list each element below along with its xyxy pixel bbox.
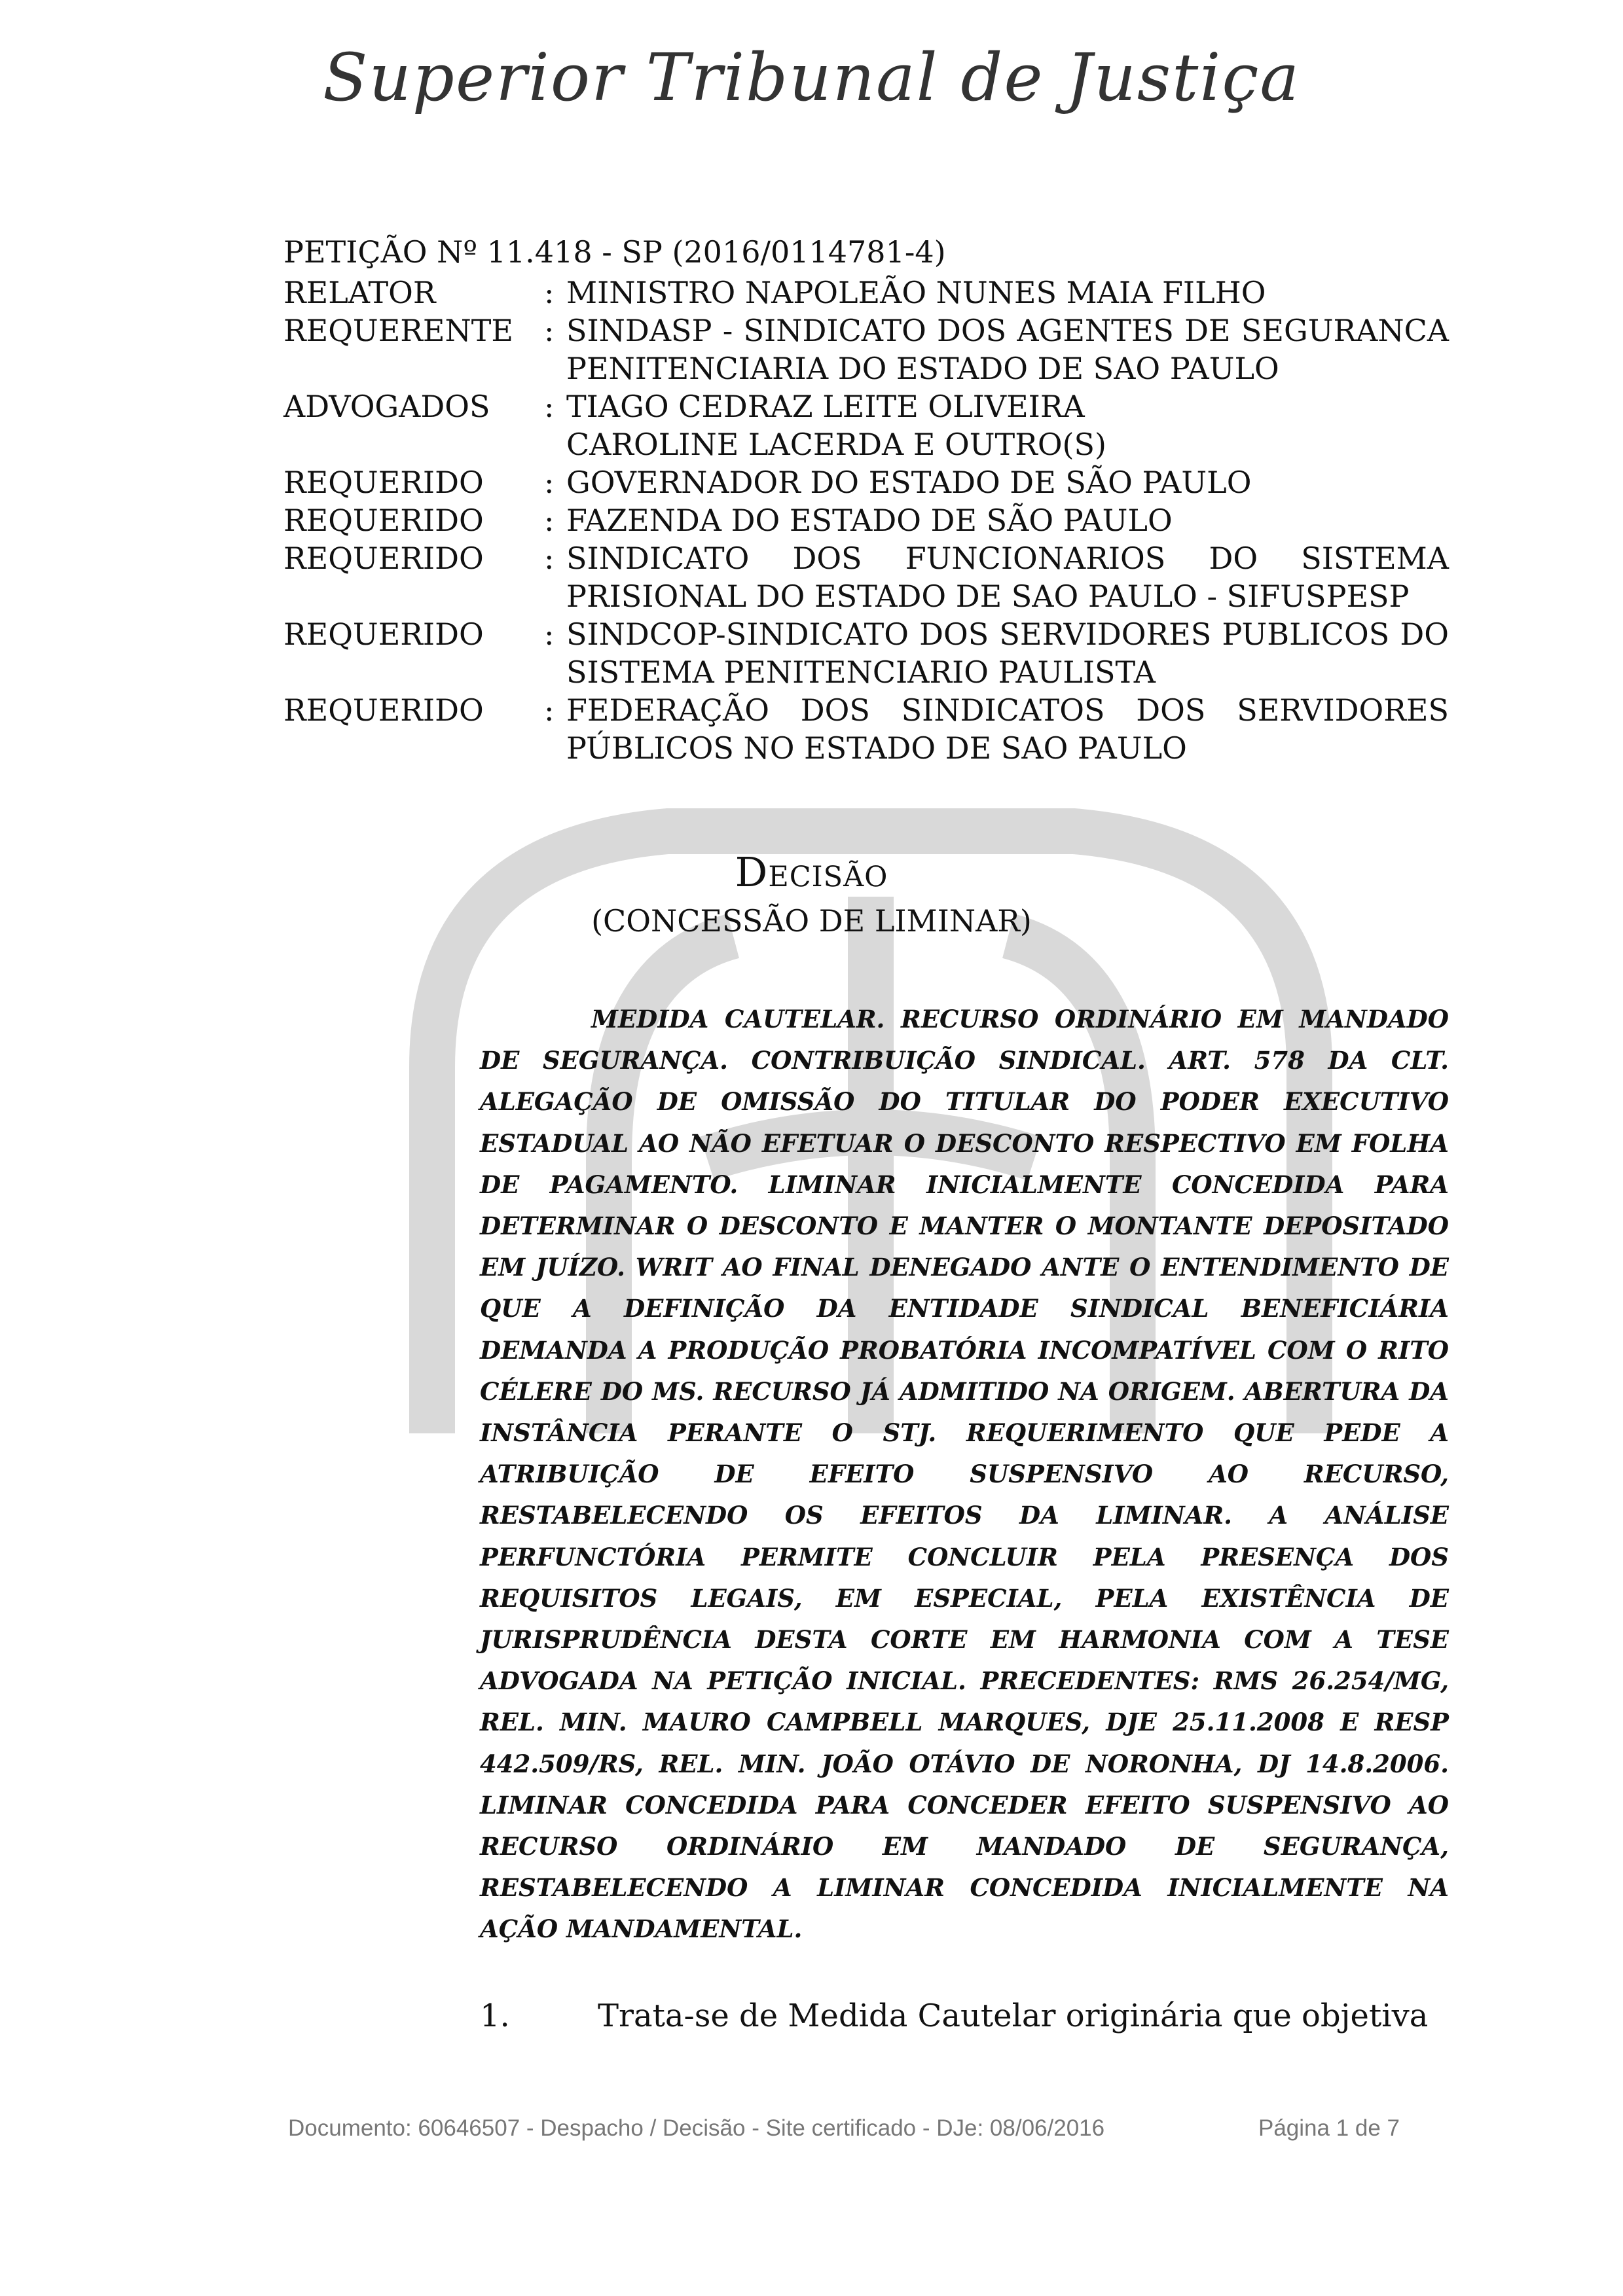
party-role: RELATOR [283,275,436,310]
party-role: REQUERENTE [283,313,513,348]
party-row [283,539,1449,615]
party-role: REQUERIDO [283,617,484,652]
party-row [283,615,1449,691]
party-row [283,463,1449,501]
party-name-line: MINISTRO NAPOLEÃO NUNES MAIA FILHO [566,275,1266,310]
paragraph-number: 1. [480,1998,510,2034]
party-separator: : [544,389,555,424]
party-role: REQUERIDO [283,692,484,728]
decision-subtitle: (CONCESSÃO DE LIMINAR) [591,903,1032,939]
party-name [566,615,1449,691]
party-name [566,501,1449,539]
party-row [283,691,1449,767]
party-row [283,501,1449,539]
party-name [566,539,1449,615]
party-separator: : [544,692,555,728]
party-name-line: SINDASP - SINDICATO DOS AGENTES DE SEGURANCA PENITENCIARIA DO ESTADO DE SAO PAULO [566,313,1449,386]
party-separator: : [544,503,555,538]
party-name-line: FAZENDA DO ESTADO DE SÃO PAULO [566,503,1173,538]
party-row [283,312,1449,387]
parties-list [283,274,1449,767]
party-name [566,691,1449,767]
party-role: REQUERIDO [283,465,484,500]
page-number: Página 1 de 7 [1258,2115,1400,2141]
party-separator: : [544,541,555,576]
party-separator: : [544,617,555,652]
party-role: ADVOGADOS [283,389,490,424]
party-role: REQUERIDO [283,503,484,538]
paragraph-1 [480,1996,1449,2036]
party-role: REQUERIDO [283,541,484,576]
party-name-line: GOVERNADOR DO ESTADO DE SÃO PAULO [566,465,1252,500]
party-separator: : [544,465,555,500]
paragraph-text: Trata-se de Medida Cautelar originária que objetiva [598,1998,1429,2034]
ementa-summary: MEDIDA CAUTELAR. RECURSO ORDINÁRIO EM MANDADO DE SEGURANÇA. CONTRIBUIÇÃO SINDICAL. ART. 578 DA CLT. ALEGAÇÃO DE OMISSÃO DO TITULAR DO PODER EXECUTIVO ESTADUAL AO NÃO EFETUAR O DESCONTO RESPECTIVO EM FOLHA DE PAGAMENTO. LIMINAR INICIALMENTE CONCEDIDA PARA DETERMINAR O DESCONTO E MANTER O MONTANTE DEPOSITADO EM JUÍZO. WRIT AO FINAL DENEGADO ANTE O ENTENDIMENTO DE QUE A DEFINIÇÃO DA ENTIDADE SINDICAL BENEFICIÁRIA DEMANDA A PRODUÇÃO PROBATÓRIA INCOMPATÍVEL COM O RITO CÉLERE DO MS. RECURSO JÁ ADMITIDO NA ORIGEM. ABERTURA DA INSTÂNCIA PERANTE O STJ. REQUERIMENTO QUE PEDE A ATRIBUIÇÃO DE EFEITO SUSPENSIVO AO RECURSO, RESTABELECENDO OS EFEITOS DA LIMINAR. A ANÁLISE PERFUNCTÓRIA PERMITE CONCLUIR PELA PRESENÇA DOS REQUISITOS LEGAIS, EM ESPECIAL, PELA EXISTÊNCIA DE JURISPRUDÊNCIA DESTA CORTE EM HARMONIA COM A TESE ADVOGADA NA PETIÇÃO INICIAL. PRECEDENTES: RMS 26.254/MG, REL. MIN. MAURO CAMPBELL MARQUES, DJE 25.11.2008 E RESP 442.509/RS, REL. MIN. JOÃO OTÁVIO DE NORONHA, DJ 14.8.2006. LIMINAR CONCEDIDA PARA CONCEDER EFEITO SUSPENSIVO AO RECURSO ORDINÁRIO EM MANDADO DE SEGURANÇA, RESTABELECENDO A LIMINAR CONCEDIDA INICIALMENTE NA AÇÃO MANDAMENTAL. [480,1005,1449,1944]
party-name-line: SINDICATO DOS FUNCIONARIOS DO SISTEMA PRISIONAL DO ESTADO DE SAO PAULO - SIFUSPESP [566,541,1449,614]
party-row [283,274,1449,312]
party-name-line: TIAGO CEDRAZ LEITE OLIVEIRA [566,389,1085,424]
party-separator: : [544,275,555,310]
party-name [566,387,1449,463]
court-name-header: Superior Tribunal de Justiça [323,39,1300,116]
party-name [566,463,1449,501]
party-name-line: CAROLINE LACERDA E OUTRO(S) [566,427,1106,462]
document-info: Documento: 60646507 - Despacho / Decisão - Site certificado - DJe: 08/06/2016 [288,2115,1105,2141]
party-separator: : [544,313,555,348]
decision-title: Decisão [735,848,888,896]
party-name-line: SINDCOP-SINDICATO DOS SERVIDORES PUBLICOS DO SISTEMA PENITENCIARIO PAULISTA [566,617,1449,690]
party-row [283,387,1449,463]
party-name-line: FEDERAÇÃO DOS SINDICATOS DOS SERVIDORES PÚBLICOS NO ESTADO DE SAO PAULO [566,692,1449,766]
party-name [566,274,1449,312]
petition-number: PETIÇÃO Nº 11.418 - SP (2016/0114781-4) [283,234,946,270]
party-name [566,312,1449,387]
